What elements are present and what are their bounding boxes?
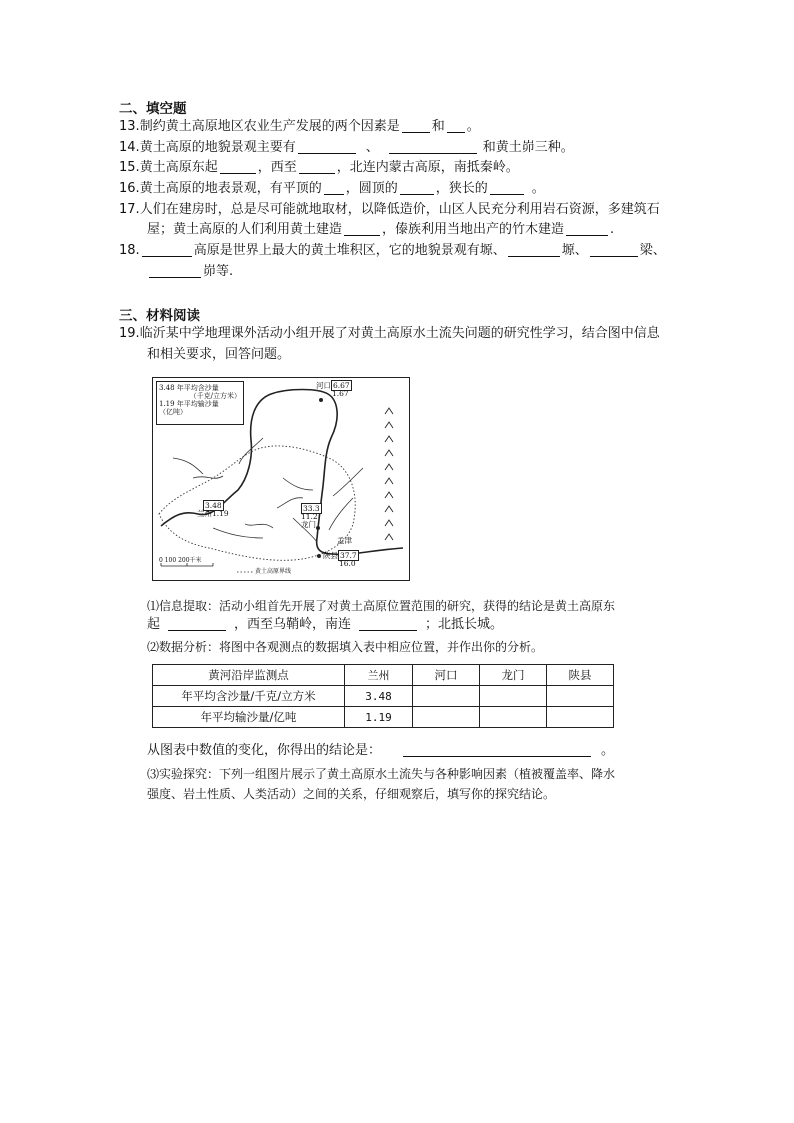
table-row: [153, 686, 614, 707]
conclusion-line: [147, 741, 614, 761]
table-row: [153, 707, 614, 728]
part-1-text-b: 起: [147, 617, 161, 632]
tributaries: [173, 438, 363, 542]
table-header-row: [153, 665, 614, 686]
legend-sediment-concentration: 3.48 年平均含沙量: [159, 384, 219, 392]
conclusion-text: 从图表中数值的变化，你得出的结论是：: [147, 743, 382, 758]
shanxian-marker: [317, 554, 321, 558]
section-title-fill-in: 二、填空题: [119, 101, 187, 117]
question-15: [119, 158, 519, 178]
part-2-text: ⑵数据分析：将图中各观测点的数据填入表中相应位置，并作出你的分析。: [147, 640, 544, 654]
question-number: 15.: [119, 160, 140, 175]
boundary-legend-label: 黄土高原界线: [255, 568, 292, 575]
legend-sediment-concentration-unit: （千克/立方米）: [189, 392, 241, 400]
question-number: 19.: [119, 326, 140, 341]
hekou-concentration: 6.67: [333, 381, 350, 390]
answer-blank[interactable]: [298, 139, 356, 154]
question-number: 18.: [119, 243, 140, 258]
question-text: 黄土高原的地表景观，有平顶的: [139, 181, 322, 196]
answer-blank[interactable]: [299, 159, 335, 174]
question-text: 。: [466, 119, 480, 134]
answer-blank[interactable]: [508, 242, 560, 257]
question-text: ，狭长的: [435, 181, 488, 196]
question-17-continued: [147, 220, 614, 240]
question-18-continued: [147, 262, 233, 282]
hekou-load: 1.67: [332, 389, 349, 398]
part-1-continued: [147, 615, 503, 635]
question-text: ，西至: [257, 160, 297, 175]
shanxian-label: [323, 552, 359, 568]
part-1-text-d: ；北抵长城。: [425, 617, 504, 632]
question-14: [119, 138, 574, 158]
question-text: 塬、: [561, 243, 588, 258]
question-text: 黄土高原东起: [139, 160, 218, 175]
loess-plateau-map: [152, 377, 410, 581]
lanzhou-label: [197, 502, 229, 518]
lanzhou-name: 兰州: [197, 509, 212, 518]
hekou-name: 河口: [316, 381, 331, 390]
question-text: 人们在建房时，总是尽可能就地取材，以降低造价，山区人民充分利用岩石资源，多建筑石: [139, 202, 660, 217]
longmen-name: 龙门: [301, 520, 316, 529]
question-number: 16.: [119, 181, 140, 196]
answer-blank[interactable]: [389, 139, 477, 154]
lanzhou-load: 1.19: [212, 509, 229, 518]
answer-blank-east[interactable]: [168, 616, 226, 631]
answer-blank[interactable]: [490, 180, 524, 195]
answer-blank[interactable]: [344, 221, 380, 236]
hekou-label: [316, 382, 352, 398]
longmen-concentration: 33.3: [303, 504, 320, 513]
table-header-cell: 兰州: [345, 665, 413, 686]
question-text: 临沂某中学地理课外活动小组开展了对黄土高原水土流失问题的研究性学习，结合图中信息: [139, 326, 660, 341]
answer-blank[interactable]: [402, 118, 430, 133]
question-text: ，傣族利用当地出产的竹木建造: [382, 222, 565, 237]
shanxian-load: 16.0: [339, 559, 356, 568]
answer-blank[interactable]: [400, 180, 434, 195]
table-header-cell: 河口: [413, 665, 480, 686]
question-text: 、: [365, 140, 379, 155]
map-legend: [156, 381, 244, 425]
question-text: 峁等.: [203, 264, 234, 279]
lanzhou-concentration: 3.48: [205, 501, 222, 510]
answer-blank[interactable]: [590, 242, 638, 257]
question-number: 13.: [119, 119, 140, 134]
table-cell: 3.48: [345, 686, 413, 707]
table-answer-cell[interactable]: [547, 707, 614, 728]
legend-sediment-load: 1.19 年平均输沙量: [159, 400, 219, 408]
answer-blank[interactable]: [447, 118, 465, 133]
table-header-cell: 陕县: [547, 665, 614, 686]
table-header-cell: 龙门: [480, 665, 547, 686]
question-text: 屋；黄土高原的人们利用黄土建造: [147, 222, 343, 237]
answer-blank[interactable]: [220, 159, 256, 174]
question-18: [119, 241, 666, 261]
question-text: 。: [531, 181, 545, 196]
table-cell: 年平均输沙量/亿吨: [153, 707, 345, 728]
question-text: 梁、: [639, 243, 666, 258]
part-1-text-c: ，西至乌鞘岭，南连: [234, 617, 352, 632]
answer-blank-conclusion[interactable]: [403, 742, 591, 757]
question-number: 17.: [119, 202, 140, 217]
question-number: 14.: [119, 140, 140, 155]
question-16: [119, 179, 545, 199]
table-answer-cell[interactable]: [547, 686, 614, 707]
mountain-symbols: [385, 408, 393, 540]
table-answer-cell[interactable]: [413, 686, 480, 707]
answer-blank[interactable]: [566, 221, 608, 236]
section-title-reading: 三、材料阅读: [119, 308, 200, 324]
table-answer-cell[interactable]: [480, 707, 547, 728]
question-text: 和黄土峁三种。: [482, 140, 574, 155]
longmen-load: 11.2: [301, 512, 318, 521]
question-13: [119, 117, 480, 137]
question-text: 和: [431, 119, 445, 134]
monitoring-table: [152, 664, 614, 728]
part-3-continued: 强度、岩土性质、人类活动）之间的关系，仔细观察后，填写你的探究结论。: [147, 787, 556, 801]
table-cell: 年平均含沙量/千克/立方米: [153, 686, 345, 707]
part-1-text: ⑴信息提取：活动小组首先开展了对黄土高原位置范围的研究，获得的结论是黄土高原东: [147, 599, 616, 613]
conclusion-end: 。: [601, 743, 615, 758]
longmen-label: [301, 505, 322, 529]
answer-blank[interactable]: [324, 180, 344, 195]
part-3-text: ⑶实验探究：下列一组图片展示了黄土高原水土流失与各种影响因素（植被覆盖率、降水: [147, 767, 616, 781]
shanxian-name: 陕县: [323, 551, 338, 560]
question-17: [119, 200, 660, 220]
question-text: ，北连内蒙古高原，南抵秦岭。: [336, 160, 519, 175]
table-answer-cell[interactable]: [480, 686, 547, 707]
table-answer-cell[interactable]: [413, 707, 480, 728]
question-text: 高原是世界上最大的黄土堆积区，它的地貌景观有塬、: [193, 243, 506, 258]
question-text: .: [610, 222, 615, 237]
answer-blank[interactable]: [149, 263, 201, 278]
question-19-continued: 和相关要求，回答问题。: [147, 347, 291, 362]
question-text: 黄土高原的地貌景观主要有: [139, 140, 296, 155]
table-header-cell: 黄河沿岸监测点: [153, 665, 345, 686]
legend-sediment-load-unit: （亿吨）: [159, 408, 187, 416]
answer-blank[interactable]: [142, 242, 192, 257]
answer-blank-south[interactable]: [359, 616, 417, 631]
question-text: 制约黄土高原地区农业生产发展的两个因素是: [139, 119, 400, 134]
mengjin-label: 孟津: [337, 536, 352, 545]
shanxian-concentration: 37.7: [340, 551, 357, 560]
question-text: ，圆顶的: [345, 181, 398, 196]
hekou-marker: [319, 398, 323, 402]
table-cell: 1.19: [345, 707, 413, 728]
question-19: [119, 324, 660, 344]
scale-label: 0 100 200千米: [159, 557, 202, 564]
